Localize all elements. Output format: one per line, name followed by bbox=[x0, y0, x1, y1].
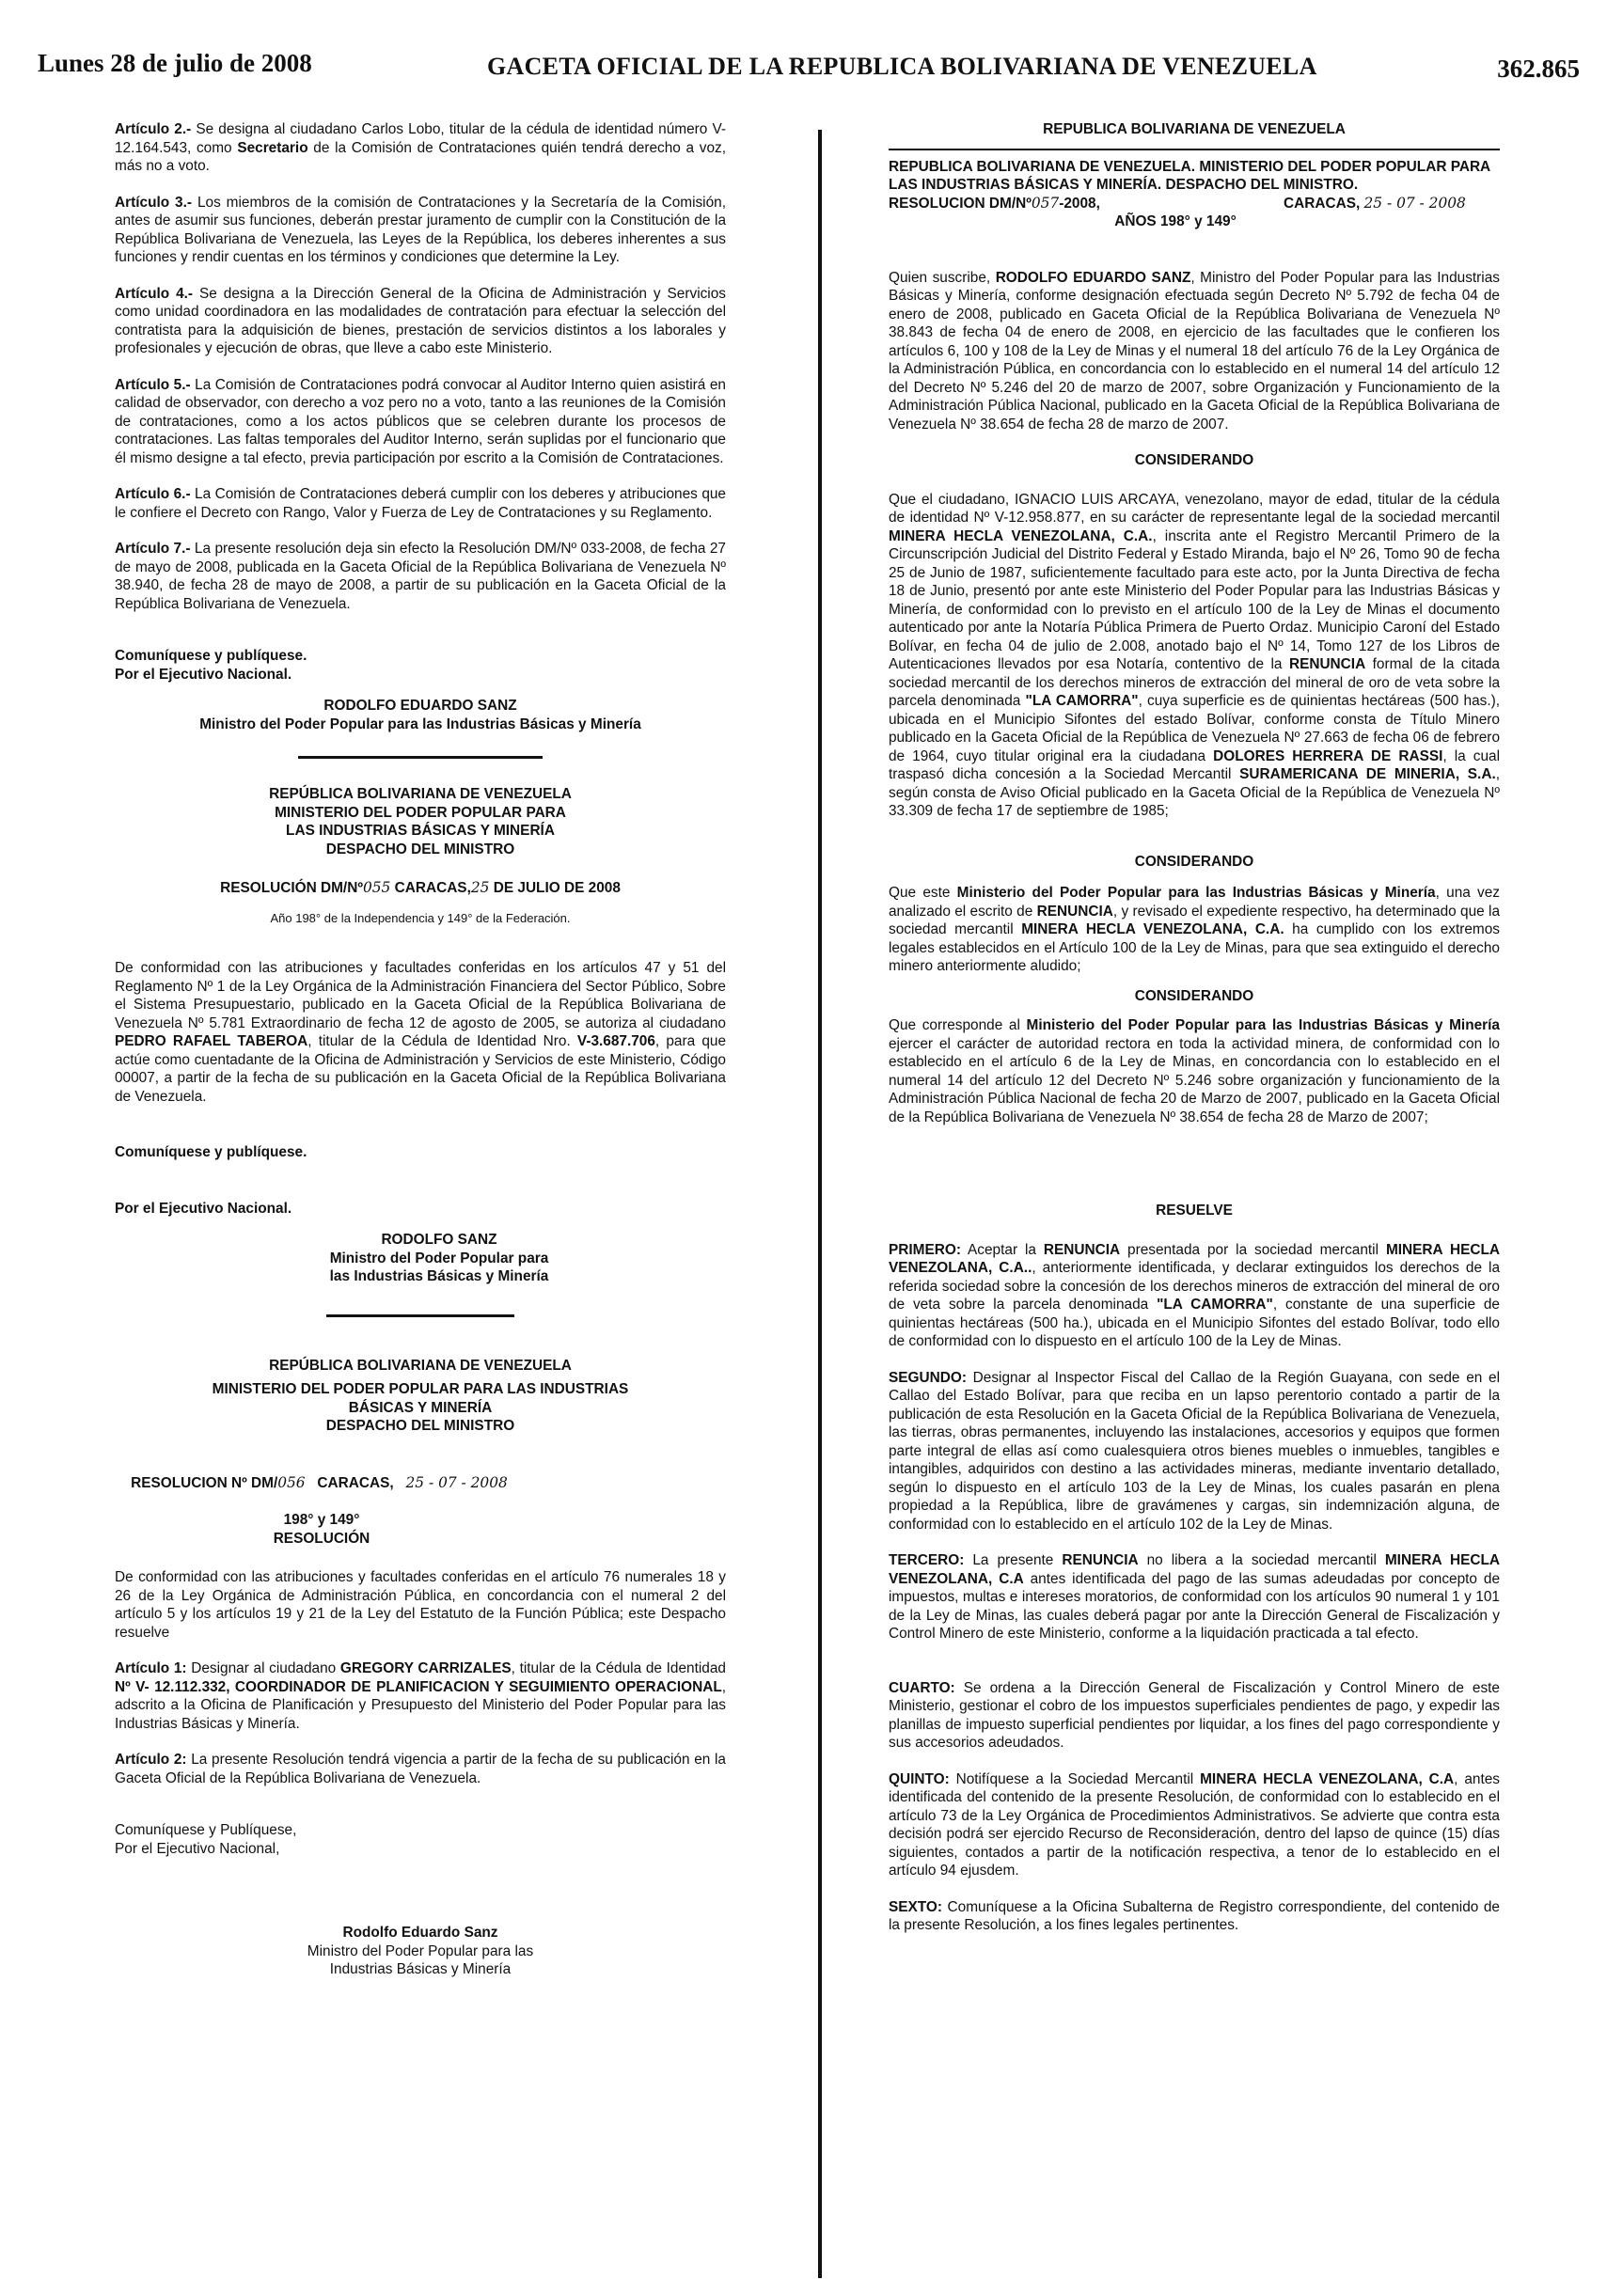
page-number: 362.865 bbox=[1497, 55, 1580, 83]
article-4: Artículo 4.- Se designa a la Dirección General de la Oficina de Administración y Servicios como unidad coordinadora en las modalidades de contratación para efectuar la selección del contratista para la adquisición de bienes, prestación de servicios distintos a los laborales y profesionales y ejecución de obras, que lleve a cabo este Ministerio. bbox=[115, 285, 726, 356]
article-2: Artículo 2.- Se designa al ciudadano Carlos Lobo, titular de la cédula de identidad número V-12.164.543, como Secretario de la Comisión de Contrataciones quién tendrá derecho a voz, más no a voto. bbox=[115, 121, 726, 174]
gazette-title: GACETA OFICIAL DE LA REPUBLICA BOLIVARIANA DE VENEZUELA bbox=[487, 53, 1317, 80]
column-divider bbox=[818, 130, 822, 2278]
resolution-056-years: 198° y 149° bbox=[283, 1512, 360, 1528]
resolution-055-heading: REPÚBLICA BOLIVARIANA DE VENEZUELA MINISTERIO DEL PODER POPULAR PARA LAS INDUSTRIAS BÁSICAS Y MINERÍA DESPACHO DEL MINISTRO bbox=[269, 786, 572, 857]
considerando-2-text: Que este Ministerio del Poder Popular para las Industrias Básicas y Minería, una vez analizado el escrito de RENUNCIA, y revisado el expediente respectivo, ha determinado que la sociedad mercantil MINERA HECLA VENEZOLANA, C.A. ha cumplido con los extremos legales establecidos en el Artículo 100 de la Ley de Minas, para que sea extinguido el derecho minero anteriormente aludido; bbox=[889, 885, 1500, 974]
resolution-057-years: AÑOS 198° y 149° bbox=[1114, 213, 1237, 229]
resolution-055-body: De conformidad con las atribuciones y facultades conferidas en los artículos 47 y 51 del Reglamento Nº 1 de la Ley Orgánica de la Administración Financiera del Sector Público, Sobre el Sistema Presupuestario, publicado en la Gaceta Oficial de la República Bolivariana de Venezuela Nº 5.781 Extraordinario de fecha 12 de agosto de 2005, se autoriza al ciudadano PEDRO RAFAEL TABEROA, titular de la Cédula de Identidad Nro. V-3.687.706, para que actúe como cuentadante de la Oficina de Administración y Servicios de este Ministerio, Código 00007, a partir de la fecha de su publicación en la Gaceta Oficial de la República Bolivariana de Venezuela. bbox=[115, 960, 727, 1105]
article-7: Artículo 7.- La presente resolución deja sin efecto la Resolución DM/Nº 033-2008, de fecha 27 de mayo de 2008, publicada en la Gaceta Oficial de la República Bolivariana de Venezuela Nº 38.940, de fecha 28 de mayo de 2008, a partir de su publicación en la Gaceta Oficial de la República Bolivariana de Venezuela. bbox=[115, 541, 726, 612]
resolve-segundo: SEGUNDO: Designar al Inspector Fiscal del Callao de la Región Guayana, con sede en el Callao del Estado Bolívar, para que reciba en un lapso perentorio contado a partir de la publicación de esta Resolución en la Gaceta Oficial de la República Bolivariana de Venezuela, las tierras, obras permanentes, incluyendo las instalaciones, accesorios y equipos que formen parte integral de ellas así como cualesquiera otros bienes muebles o inmuebles, tangibles e intangibles, adquiridos con destino a las actividades mineras, mediante inventario detallado, según lo dispuesto en el artículo 103 de la Ley de Minas, los cuales pasarán en plena propiedad a la República, libre de gravámenes y cargas, sin indemnización alguna, de conformidad con lo establecido en el artículo 102 de la Ley de Minas. bbox=[889, 1369, 1500, 1533]
considerando-2: CONSIDERANDO bbox=[1134, 853, 1254, 870]
separator-1 bbox=[298, 756, 543, 759]
signature-3: Rodolfo Eduardo Sanz Ministro del Poder Popular para las Industrias Básicas y Minería bbox=[307, 1925, 534, 1977]
considerando-1-text: Que el ciudadano, IGNACIO LUIS ARCAYA, venezolano, mayor de edad, titular de la cédula de identidad Nº V-12.958.877, en su carácter de representante legal de la sociedad mercantil MINERA HECLA VENEZOLANA, C.A., inscrita ante el Registro Mercantil Primero de la Circunscripción Judicial del Distrito Federal y Estado Miranda, bajo el Nº 26, Tomo 90 de fecha 25 de Junio de 1987, suficientemente facultado para este acto, por la Junta Directiva de fecha 18 de Junio, presentó por ante este Ministerio del Poder Popular para las Industrias Básicas y Minería, de conformidad con lo previsto en el artículo 100 de la Ley de Minas el documento autenticado por ante la Notaría Pública Primera de Puerto Ordaz. Municipio Caroní del Estado Bolívar, en fecha 04 de julio de 2.008, anotado bajo el Nº 14, Tomo 127 de los Libros de Autenticaciones llevados por esa Notaría, contentivo de la RENUNCIA formal de la citada sociedad mercantil de los derechos mineros de extracción del mineral de oro de veta sobre la parcela denominada "LA CAMORRA", cuya superficie es de quinientas hectáreas (500 has.), ubicada en el Municipio Sifontes del estado Bolívar, conforme consta de Título Minero publicado en la Gaceta Oficial de la República de Venezuela Nº 27.663 de fecha 06 de febrero de 1964, cuyo titular original era la ciudadana DOLORES HERRERA DE RASSI, la cual traspasó dicha concesión a la Sociedad Mercantil SURAMERICANA DE MINERIA, S.A., según consta de Aviso Oficial publicado en la Gaceta Oficial de la República de Venezuela Nº 33.309 de fecha 17 de septiembre de 1985; bbox=[889, 491, 1501, 819]
signature-2: RODOLFO SANZ Ministro del Poder Popular para las Industrias Básicas y Minería bbox=[329, 1232, 549, 1284]
article-6: Artículo 6.- La Comisión de Contrataciones deberá cumplir con los deberes y atribuciones que le confiere el Decreto con Rango, Valor y Fuerza de Ley de Contrataciones y su Reglamento. bbox=[115, 486, 726, 521]
resolution-056-body: De conformidad con las atribuciones y facultades conferidas en el artículo 76 numerales 18 y 26 de la Ley Orgánica de Administración Pública, en concordancia con el numeral 2 del artículo 5 y los artículos 19 y 21 de la Ley del Estatuto de la Función Pública; este Despacho resuelve bbox=[115, 1569, 726, 1641]
closing-1: Comuníquese y publíquese. Por el Ejecutivo Nacional. bbox=[115, 648, 307, 683]
closing-3: Comuníquese y Publíquese, Por el Ejecutivo Nacional, bbox=[115, 1822, 297, 1857]
resolution-057-number: RESOLUCION DM/Nº057-2008, CARACAS, 25 - 07 - 2008 bbox=[889, 194, 1466, 212]
resolve-quinto: QUINTO: Notifíquese a la Sociedad Mercantil MINERA HECLA VENEZOLANA, C.A, antes identificada del contenido de la presente Resolución, de conformidad con lo establecido en el artículo 73 de la Ley Orgánica de Procedimientos Administrativos. Se advierte que contra esta decisión podrá ser ejercido Recurso de Reconsideración, dentro del lapso de quince (15) días siguientes, contados a partir de la notificación respectiva, a tenor de lo establecido en el artículo 94 ejusdem. bbox=[889, 1770, 1500, 1879]
right-top-rule bbox=[889, 149, 1500, 150]
resolve-sexto: SEXTO: Comuníquese a la Oficina Subalterna de Registro correspondiente, del contenido de la presente Resolución, a los fines legales pertinentes. bbox=[889, 1898, 1500, 1933]
resolution-055-number: RESOLUCIÓN DM/Nº055 CARACAS,25 DE JULIO DE 2008 bbox=[220, 879, 621, 896]
closing-2a: Comuníquese y publíquese. bbox=[115, 1144, 307, 1160]
resolution-056-number: RESOLUCION Nº DM/056 CARACAS, 25 - 07 - 2008 bbox=[131, 1474, 508, 1491]
resuelve-heading: RESUELVE bbox=[1156, 1203, 1233, 1219]
article-5: Artículo 5.- La Comisión de Contrataciones podrá convocar al Auditor Interno quien asistirá en calidad de observador, con derecho a voz pero no a voto, tanto a las reuniones de la Comisión de contrataciones, como a los actos públicos que se celebren durante los procesos de contrataciones. Las faltas temporales del Auditor Interno, serán suplidas por el funcionario que él mismo designe a tal efecto, previa participación por escrito a la Comisión de Contrataciones. bbox=[115, 376, 726, 466]
resolution-056-label: RESOLUCIÓN bbox=[273, 1530, 370, 1547]
issue-date: Lunes 28 de julio de 2008 bbox=[38, 49, 312, 77]
article-3: Artículo 3.- Los miembros de la comisión de Contrataciones y la Secretaría de la Comisión, antes de asumir sus funciones, deberán prestar juramento de cumplir con la Constitución de la República Bolivariana de Venezuela, las Leyes de la República, los deberes inherentes a sus funciones y rendir cuentas en los términos y condiciones que determine la Ley. bbox=[115, 194, 726, 265]
considerando-1: CONSIDERANDO bbox=[1134, 452, 1254, 468]
resolve-primero: PRIMERO: Aceptar la RENUNCIA presentada por la sociedad mercantil MINERA HECLA VENEZOLANA, C.A.., anteriormente identificada, y declarar extinguidos los derechos de la referida sociedad sobre la concesión de los derechos mineros de extracción del mineral de oro de veta sobre la parcela denominada "LA CAMORRA", constante de una superficie de quinientas hectáreas (500 ha.), ubicada en el Municipio Sifontes del estado Bolívar, todo ello de conformidad con lo dispuesto en el artículo 100 de la Ley de Minas. bbox=[889, 1241, 1501, 1349]
resolution-056-article-2: Artículo 2: La presente Resolución tendrá vigencia a partir de la fecha de su publicación en la Gaceta Oficial de la República Bolivariana de Venezuela. bbox=[115, 1752, 726, 1786]
resolution-057-header: REPUBLICA BOLIVARIANA DE VENEZUELA. MINISTERIO DEL PODER POPULAR PARA LAS INDUSTRIAS BÁSICAS Y MINERÍA. DESPACHO DEL MINISTRO. bbox=[889, 158, 1490, 193]
resolution-057-intro: Quien suscribe, RODOLFO EDUARDO SANZ, Ministro del Poder Popular para las Industrias Básicas y Minería, conforme designación efectuada según Decreto Nº 5.792 de fecha 04 de enero de 2008, publicado en Gaceta Oficial de la República Bolivariana de Venezuela Nº 38.843 de fecha 04 de enero de 2008, en ejercicio de las facultades que le confieren los artículos 6, 100 y 108 de la Ley de Minas y el numeral 18 del artículo 76 de la Ley Orgánica de la Administración Pública, en concordancia con lo establecido en el numeral 14 del artículo 12 del Decreto Nº 5.246 del 20 de marzo de 2007, sobre Organización y Funcionamiento de la Administración Pública Nacional, publicado en la Gaceta Oficial de la República Bolivariana de Venezuela Nº 38.654 de fecha 28 de marzo de 2007. bbox=[889, 269, 1500, 432]
resolution-056-article-1: Artículo 1: Designar al ciudadano GREGORY CARRIZALES, titular de la Cédula de Identidad Nº V- 12.112.332, COORDINADOR DE PLANIFICACION Y SEGUIMIENTO OPERACIONAL, adscrito a la Oficina de Planificación y Presupuesto del Ministerio del Poder Popular para las Industrias Básicas y Minería. bbox=[115, 1660, 726, 1732]
left-column bbox=[115, 120, 726, 1979]
considerando-3: CONSIDERANDO bbox=[1134, 987, 1254, 1004]
resolve-tercero: TERCERO: La presente RENUNCIA no libera a la sociedad mercantil MINERA HECLA VENEZOLANA, C.A antes identificada del pago de las sumas adeudadas por concepto de impuestos, multas e intereses moratorios, de conformidad con los artículos 90 numeral 1 y 101 de la Ley de Minas, las cuales deberá pagar por ante la Dirección General de Fiscalización y Control Minero de este Ministerio, conforme a la liquidación practicada a tal efecto. bbox=[889, 1552, 1500, 1642]
resolution-055-years: Año 198° de la Independencia y 149° de la Federación. bbox=[270, 910, 571, 925]
resolve-cuarto: CUARTO: Se ordena a la Dirección General de Fiscalización y Control Minero de este Ministerio, gestionar el cobro de los impuestos superficiales pendientes de pago, y expedir las planillas de impuesto superficial pendientes por liquidar, a los fines del pago correspondiente y sus accesorios adeudados. bbox=[889, 1679, 1500, 1751]
considerando-3-text: Que corresponde al Ministerio del Poder Popular para las Industrias Básicas y Minería ejercer el carácter de autoridad rectora en toda la actividad minera, de conformidad con lo establecido en el artículo 6 de la Ley de Minas, en concordancia con lo establecido en el numeral 14 del artículo 12 del Decreto Nº 5.246 sobre organización y funcionamiento de la Administración Pública Nacional de fecha 20 de Marzo de 2007, publicado en la Gaceta Oficial de la República Bolivariana de Venezuela Nº 38.654 de fecha 28 de Marzo de 2007; bbox=[889, 1017, 1500, 1125]
signature-1: RODOLFO EDUARDO SANZ Ministro del Poder Popular para las Industrias Básicas y Minería bbox=[199, 698, 641, 732]
closing-2b: Por el Ejecutivo Nacional. bbox=[115, 1200, 292, 1217]
separator-2 bbox=[326, 1314, 514, 1317]
resolution-056-heading: REPÚBLICA BOLIVARIANA DE VENEZUELA MINISTERIO DEL PODER POPULAR PARA LAS INDUSTRIAS BÁSICAS Y MINERÍA DESPACHO DEL MINISTRO bbox=[212, 1357, 629, 1434]
right-column bbox=[889, 120, 1500, 1953]
page-header bbox=[38, 49, 1580, 92]
right-top-heading: REPUBLICA BOLIVARIANA DE VENEZUELA bbox=[1043, 121, 1346, 137]
